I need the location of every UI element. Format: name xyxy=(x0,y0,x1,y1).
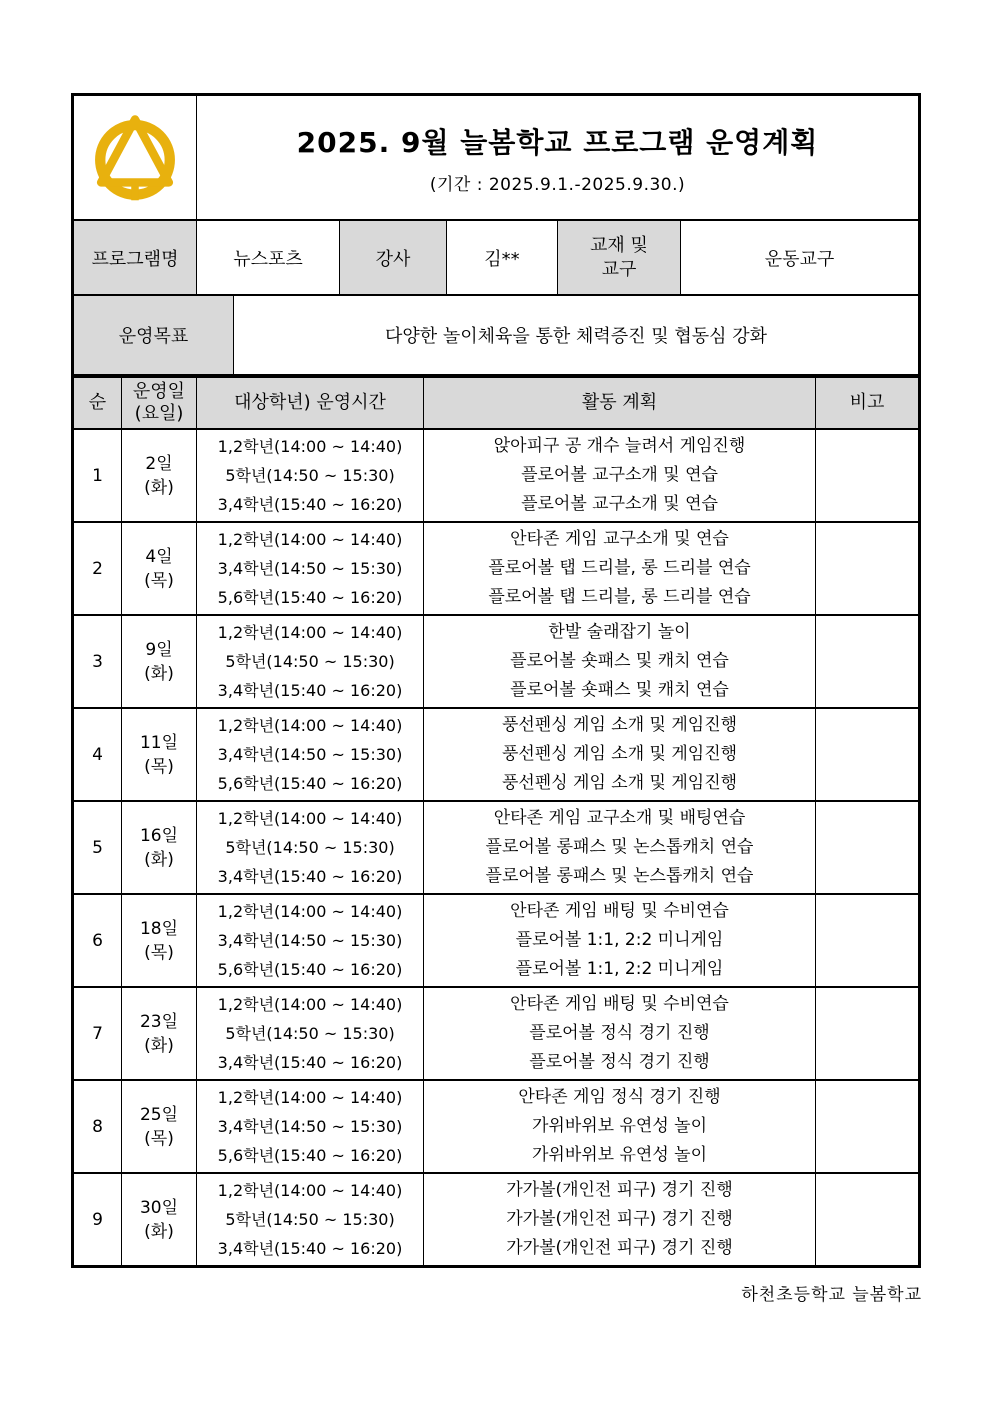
time-line: 5학년(14:50 ~ 15:30) xyxy=(225,1024,395,1043)
note-cell xyxy=(816,430,918,521)
time-line: 1,2학년(14:00 ~ 14:40) xyxy=(217,530,403,549)
school-logo-icon xyxy=(88,109,182,207)
activity-line: 가위바위보 유연성 놀이 xyxy=(531,1145,708,1165)
time-line: 1,2학년(14:00 ~ 14:40) xyxy=(217,437,403,456)
date-cell xyxy=(122,988,197,1079)
time-line: 3,4학년(15:40 ~ 16:20) xyxy=(217,495,403,514)
header-plan: 활동 계획 xyxy=(424,378,816,428)
activity-line: 플로어볼 숏패스 및 캐치 연습 xyxy=(510,651,729,671)
times-cell xyxy=(197,523,424,614)
materials-label-line1: 교재 및 xyxy=(590,234,648,256)
activity-line: 플로어볼 탭 드리블, 롱 드리블 연습 xyxy=(488,558,751,578)
time-line: 3,4학년(14:50 ~ 15:30) xyxy=(217,745,403,764)
activity-line: 플로어볼 탭 드리블, 롱 드리블 연습 xyxy=(488,587,751,607)
activity-line: 플로어볼 정식 경기 진행 xyxy=(529,1052,710,1072)
activities-cell xyxy=(424,430,816,521)
activity-line: 플로어볼 롱패스 및 논스톱캐치 연습 xyxy=(485,866,754,886)
seq-cell: 2 xyxy=(74,523,122,614)
date-weekday: (화) xyxy=(144,663,174,684)
table-row xyxy=(74,521,918,614)
date-cell xyxy=(122,616,197,707)
activity-line: 플로어볼 교구소개 및 연습 xyxy=(521,465,718,485)
goal-label: 운영목표 xyxy=(74,296,234,374)
date-weekday: (화) xyxy=(144,849,174,870)
time-line: 5학년(14:50 ~ 15:30) xyxy=(225,652,395,671)
time-line: 3,4학년(15:40 ~ 16:20) xyxy=(217,1239,403,1258)
instructor-value: 김** xyxy=(447,221,558,294)
activity-line: 풍선펜싱 게임 소개 및 게임진행 xyxy=(501,744,738,764)
activities-cell xyxy=(424,523,816,614)
activity-line: 앉아피구 공 개수 늘려서 게임진행 xyxy=(493,436,746,456)
activity-line: 가가볼(개인전 피구) 경기 진행 xyxy=(506,1238,733,1258)
header-date xyxy=(122,378,197,428)
activities-cell xyxy=(424,1174,816,1265)
date-day: 4일 xyxy=(145,546,173,567)
table-row xyxy=(74,1079,918,1172)
seq-cell: 9 xyxy=(74,1174,122,1265)
seq-cell: 4 xyxy=(74,709,122,800)
activities-cell xyxy=(424,988,816,1079)
date-weekday: (화) xyxy=(144,1221,174,1242)
table-row xyxy=(74,428,918,521)
activity-line: 플로어볼 숏패스 및 캐치 연습 xyxy=(510,680,729,700)
header-note: 비고 xyxy=(816,378,918,428)
date-weekday: (목) xyxy=(144,570,174,591)
times-cell xyxy=(197,1174,424,1265)
activities-cell xyxy=(424,616,816,707)
instructor-label: 강사 xyxy=(340,221,447,294)
activity-line: 안타존 게임 교구소개 및 배팅연습 xyxy=(493,808,746,828)
note-cell xyxy=(816,616,918,707)
date-cell xyxy=(122,1081,197,1172)
time-line: 5,6학년(15:40 ~ 16:20) xyxy=(217,960,403,979)
header-date-line1: 운영일 xyxy=(132,381,186,402)
time-line: 1,2학년(14:00 ~ 14:40) xyxy=(217,1088,403,1107)
activity-line: 플로어볼 정식 경기 진행 xyxy=(529,1023,710,1043)
header-date-line2: (요일) xyxy=(134,403,184,424)
times-cell xyxy=(197,1081,424,1172)
activities-cell xyxy=(424,802,816,893)
program-name-label: 프로그램명 xyxy=(74,221,197,294)
note-cell xyxy=(816,895,918,986)
materials-label-line2: 교구 xyxy=(601,258,637,280)
note-cell xyxy=(816,1174,918,1265)
footer-school-name: 하천초등학교 늘봄학교 xyxy=(741,1285,922,1305)
date-cell xyxy=(122,895,197,986)
seq-cell: 7 xyxy=(74,988,122,1079)
seq-cell: 5 xyxy=(74,802,122,893)
note-cell xyxy=(816,802,918,893)
materials-label xyxy=(558,221,681,294)
header-time: 대상학년) 운영시간 xyxy=(197,378,424,428)
date-cell xyxy=(122,430,197,521)
time-line: 3,4학년(15:40 ~ 16:20) xyxy=(217,681,403,700)
date-day: 9일 xyxy=(145,639,173,660)
program-plan-document xyxy=(71,93,921,1268)
table-row xyxy=(74,986,918,1079)
program-info-row xyxy=(74,221,918,294)
time-line: 5,6학년(15:40 ~ 16:20) xyxy=(217,774,403,793)
date-weekday: (목) xyxy=(144,1128,174,1149)
activity-line: 플로어볼 교구소개 및 연습 xyxy=(521,494,718,514)
time-line: 5학년(14:50 ~ 15:30) xyxy=(225,1210,395,1229)
logo-cell xyxy=(74,96,197,219)
date-day: 23일 xyxy=(139,1011,179,1032)
activity-line: 안타존 게임 배팅 및 수비연습 xyxy=(510,994,729,1014)
time-line: 3,4학년(14:50 ~ 15:30) xyxy=(217,1117,403,1136)
schedule-header-row xyxy=(74,378,918,428)
times-cell xyxy=(197,802,424,893)
date-cell xyxy=(122,523,197,614)
activity-line: 안타존 게임 배팅 및 수비연습 xyxy=(510,901,729,921)
activity-line: 안타존 게임 정식 경기 진행 xyxy=(518,1087,721,1107)
time-line: 5학년(14:50 ~ 15:30) xyxy=(225,838,395,857)
activities-cell xyxy=(424,895,816,986)
times-cell xyxy=(197,895,424,986)
times-cell xyxy=(197,709,424,800)
date-weekday: (화) xyxy=(144,477,174,498)
date-day: 16일 xyxy=(139,825,179,846)
date-weekday: (목) xyxy=(144,942,174,963)
times-cell xyxy=(197,430,424,521)
activity-line: 안타존 게임 교구소개 및 연습 xyxy=(510,529,729,549)
time-line: 5,6학년(15:40 ~ 16:20) xyxy=(217,588,403,607)
table-row xyxy=(74,893,918,986)
activity-line: 풍선펜싱 게임 소개 및 게임진행 xyxy=(501,773,738,793)
document-period: (기간 : 2025.9.1.-2025.9.30.) xyxy=(429,174,686,195)
note-cell xyxy=(816,988,918,1079)
table-row xyxy=(74,800,918,893)
activity-line: 한발 술래잡기 놀이 xyxy=(548,622,691,642)
date-weekday: (목) xyxy=(144,756,174,777)
activity-line: 가위바위보 유연성 놀이 xyxy=(531,1116,708,1136)
times-cell xyxy=(197,616,424,707)
activities-cell xyxy=(424,709,816,800)
seq-cell: 6 xyxy=(74,895,122,986)
activity-line: 플로어볼 1:1, 2:2 미니게임 xyxy=(515,930,724,950)
time-line: 5,6학년(15:40 ~ 16:20) xyxy=(217,1146,403,1165)
activities-cell xyxy=(424,1081,816,1172)
time-line: 3,4학년(14:50 ~ 15:30) xyxy=(217,559,403,578)
goal-value: 다양한 놀이체육을 통한 체력증진 및 협동심 강화 xyxy=(384,326,768,347)
time-line: 1,2학년(14:00 ~ 14:40) xyxy=(217,995,403,1014)
schedule-body xyxy=(74,428,918,1265)
seq-cell: 1 xyxy=(74,430,122,521)
date-cell xyxy=(122,1174,197,1265)
document-title: 2025. 9월 늘봄학교 프로그램 운영계획 xyxy=(296,125,819,159)
date-day: 25일 xyxy=(139,1104,179,1125)
time-line: 5학년(14:50 ~ 15:30) xyxy=(225,466,395,485)
date-day: 30일 xyxy=(139,1197,179,1218)
table-row xyxy=(74,1172,918,1265)
seq-cell: 8 xyxy=(74,1081,122,1172)
activity-line: 가가볼(개인전 피구) 경기 진행 xyxy=(506,1209,733,1229)
program-name-value: 뉴스포츠 xyxy=(197,221,340,294)
time-line: 3,4학년(15:40 ~ 16:20) xyxy=(217,1053,403,1072)
note-cell xyxy=(816,1081,918,1172)
time-line: 3,4학년(14:50 ~ 15:30) xyxy=(217,931,403,950)
date-cell xyxy=(122,709,197,800)
materials-value: 운동교구 xyxy=(764,248,835,270)
title-block xyxy=(74,96,918,219)
date-weekday: (화) xyxy=(144,1035,174,1056)
title-cell xyxy=(197,96,918,219)
time-line: 1,2학년(14:00 ~ 14:40) xyxy=(217,809,403,828)
date-cell xyxy=(122,802,197,893)
time-line: 1,2학년(14:00 ~ 14:40) xyxy=(217,623,403,642)
date-day: 11일 xyxy=(139,732,179,753)
activity-line: 플로어볼 롱패스 및 논스톱캐치 연습 xyxy=(485,837,754,857)
times-cell xyxy=(197,988,424,1079)
header-seq: 순 xyxy=(74,378,122,428)
goal-row xyxy=(74,296,918,374)
activity-line: 플로어볼 1:1, 2:2 미니게임 xyxy=(515,959,724,979)
time-line: 1,2학년(14:00 ~ 14:40) xyxy=(217,716,403,735)
activity-line: 가가볼(개인전 피구) 경기 진행 xyxy=(506,1180,733,1200)
date-day: 18일 xyxy=(139,918,179,939)
note-cell xyxy=(816,709,918,800)
time-line: 1,2학년(14:00 ~ 14:40) xyxy=(217,1181,403,1200)
date-day: 2일 xyxy=(145,453,173,474)
table-row xyxy=(74,707,918,800)
time-line: 3,4학년(15:40 ~ 16:20) xyxy=(217,867,403,886)
time-line: 1,2학년(14:00 ~ 14:40) xyxy=(217,902,403,921)
table-row xyxy=(74,614,918,707)
seq-cell: 3 xyxy=(74,616,122,707)
note-cell xyxy=(816,523,918,614)
activity-line: 풍선펜싱 게임 소개 및 게임진행 xyxy=(501,715,738,735)
